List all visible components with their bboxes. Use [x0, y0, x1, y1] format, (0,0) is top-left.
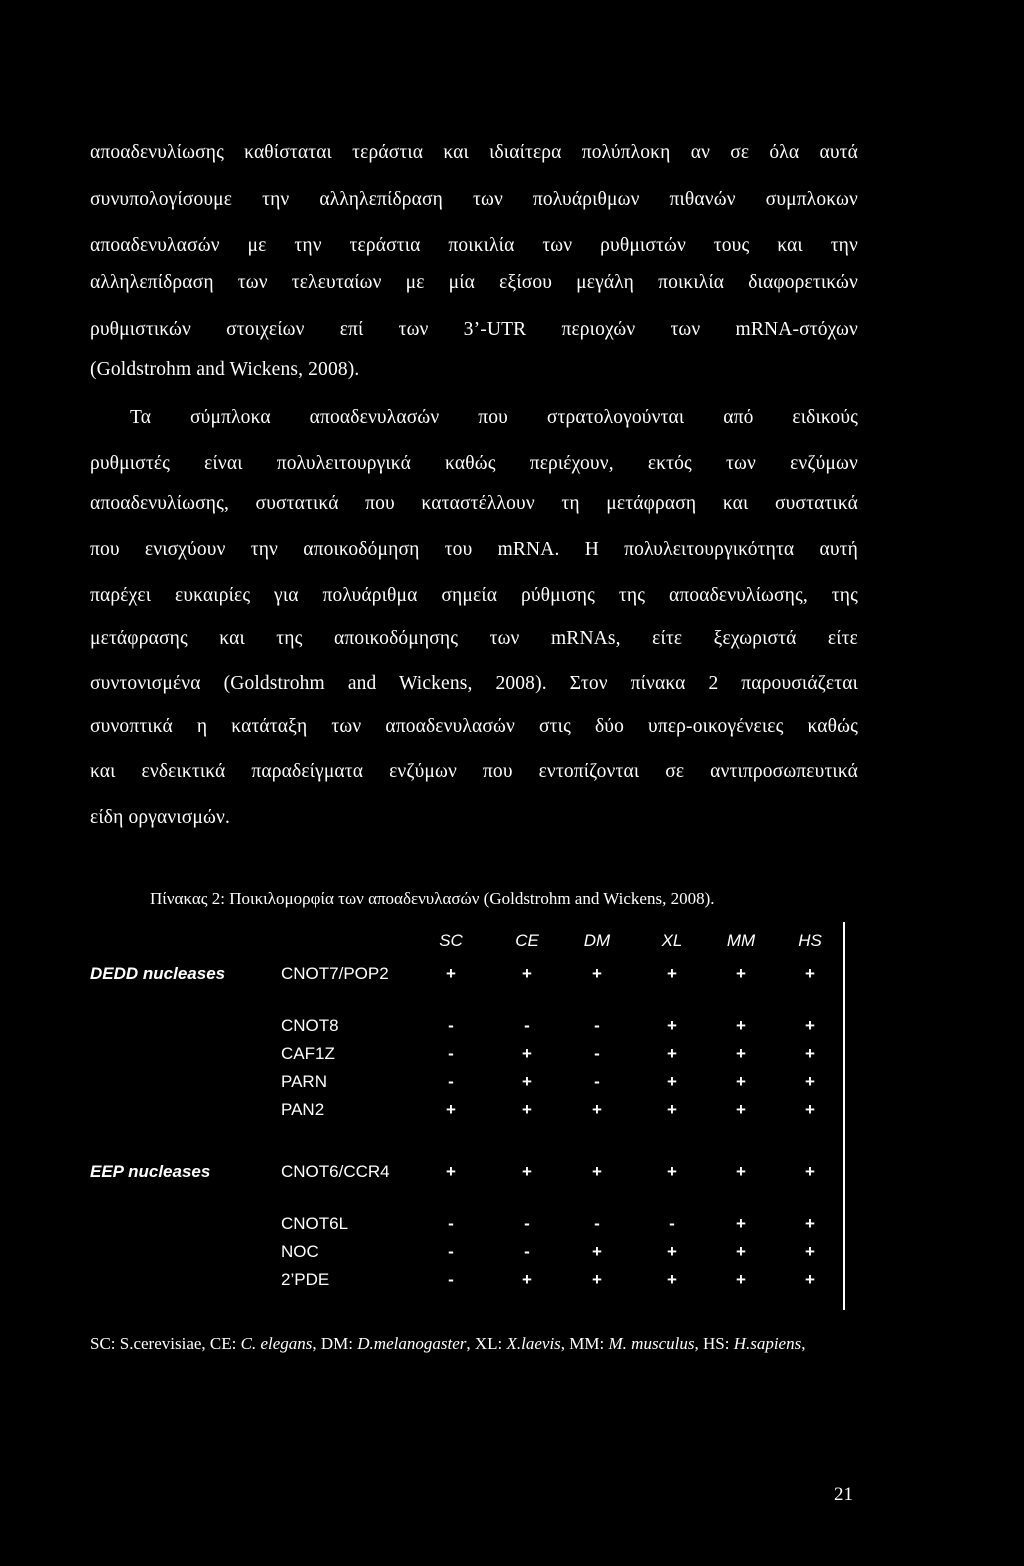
table-cell: + — [667, 1100, 677, 1119]
species-footnote — [90, 1333, 805, 1355]
paragraph-line: αποαδενυλίωσης, συστατικά που καταστέλλουν τη μετάφραση και συστατικά — [90, 493, 858, 514]
table-cell: + — [805, 1270, 815, 1289]
table-cell: - — [524, 1214, 530, 1233]
footnote-species: M. musculus — [608, 1334, 695, 1353]
table-cell: + — [736, 1270, 746, 1289]
footnote-species: X.laevis — [506, 1334, 561, 1353]
table-cell: + — [522, 1162, 532, 1181]
table-cell: + — [522, 1044, 532, 1063]
family-eep: EEP nucleases — [90, 1162, 211, 1181]
paragraph-line: Τα σύμπλοκα αποαδενυλασών που στρατολογούνται από ειδικούς — [130, 407, 858, 428]
table-cell: - — [594, 1072, 600, 1091]
enzyme-name: CAF1Z — [281, 1044, 335, 1063]
enzyme-name: PAN2 — [281, 1100, 325, 1119]
table-cell: + — [805, 1100, 815, 1119]
table-cell: + — [592, 1100, 602, 1119]
table-cell: + — [736, 1100, 746, 1119]
table-cell: + — [667, 1016, 677, 1035]
paragraph-line: αποαδενυλασών με την τεράστια ποικιλία των ρυθμιστών τους και την — [90, 235, 858, 256]
table-cell: + — [736, 1072, 746, 1091]
paragraph-line: και ενδεικτικά παραδείγματα ενζύμων που εντοπίζονται σε αντιπροσωπευτικά — [90, 761, 858, 782]
enzyme-name: PARN — [281, 1072, 327, 1091]
enzyme-name: CNOT7/POP2 — [281, 964, 389, 983]
footnote-text: , — [801, 1334, 806, 1353]
table-vertical-rule — [843, 922, 845, 1310]
table-cell: + — [805, 964, 815, 983]
table-cell: + — [667, 1072, 677, 1091]
table-cell: - — [524, 1242, 530, 1261]
column-header-mm: MM — [726, 931, 756, 950]
footnote-species: C. elegans — [240, 1334, 313, 1353]
paragraph-line: ρυθμιστικών στοιχείων επί των 3’-UTR περιοχών των mRNA-στόχων — [90, 319, 858, 340]
table-cell: - — [524, 1016, 530, 1035]
table-cell: - — [594, 1044, 600, 1063]
enzyme-name: CNOT6L — [281, 1214, 349, 1233]
paragraph-line: ρυθμιστές είναι πολυλειτουργικά καθώς περιέχουν, εκτός των ενζύμων — [90, 453, 858, 474]
footnote-text: SC: S.cerevisiae, CE: — [90, 1334, 241, 1353]
table-cell: + — [592, 1242, 602, 1261]
table-cell: + — [446, 1162, 456, 1181]
table-cell: - — [448, 1072, 454, 1091]
table-cell: - — [448, 1270, 454, 1289]
table-cell: + — [736, 1162, 746, 1181]
table-cell: + — [736, 1044, 746, 1063]
table-cell: + — [805, 1044, 815, 1063]
table-cell: + — [805, 1214, 815, 1233]
footnote-species: D.melanogaster — [357, 1334, 467, 1353]
table-caption-text: Ποικιλομορφία των αποαδενυλασών (Goldstrohm and Wickens, 2008). — [224, 889, 715, 908]
table-cell: + — [667, 1242, 677, 1261]
table-cell: - — [448, 1016, 454, 1035]
table-cell: - — [448, 1214, 454, 1233]
page-number: 21 — [834, 1484, 853, 1505]
paragraph-line: αποαδενυλίωσης καθίσταται τεράστια και ιδιαίτερα πολύπλοκη αν σε όλα αυτά — [90, 142, 858, 163]
paragraph-line: συνυπολογίσουμε την αλληλεπίδραση των πολυάριθμων πιθανών συμπλοκων — [90, 189, 858, 210]
table-cell: + — [522, 1270, 532, 1289]
table-cell: + — [805, 1072, 815, 1091]
enzyme-name: NOC — [281, 1242, 319, 1261]
enzyme-name: 2’PDE — [281, 1270, 330, 1289]
table-cell: + — [805, 1162, 815, 1181]
enzyme-name: CNOT6/CCR4 — [281, 1162, 390, 1181]
table-cell: - — [594, 1214, 600, 1233]
paragraph-line: (Goldstrohm and Wickens, 2008). — [90, 359, 360, 380]
column-header-sc: SC — [439, 931, 463, 950]
table-cell: + — [736, 1214, 746, 1233]
table-cell: + — [805, 1242, 815, 1261]
enzyme-name: CNOT8 — [281, 1016, 339, 1035]
paragraph-line: συνοπτικά η κατάταξη των αποαδενυλασών στις δύο υπερ-οικογένειες καθώς — [90, 716, 858, 737]
table-cell: + — [667, 1270, 677, 1289]
paragraph-line: είδη οργανισμών. — [90, 807, 230, 828]
table-cell: + — [592, 1270, 602, 1289]
table-cell: + — [446, 1100, 456, 1119]
table-cell: + — [805, 1016, 815, 1035]
table-cell: + — [667, 1044, 677, 1063]
paragraph-line: συντονισμένα (Goldstrohm and Wickens, 2008). Στον πίνακα 2 παρουσιάζεται — [90, 673, 858, 694]
table-cell: + — [522, 964, 532, 983]
footnote-species: H.sapiens — [733, 1334, 802, 1353]
table-cell: + — [446, 964, 456, 983]
table-cell: - — [669, 1214, 675, 1233]
table-cell: + — [522, 1100, 532, 1119]
table-cell: + — [592, 1162, 602, 1181]
column-header-ce: CE — [515, 931, 539, 950]
family-dedd: DEDD nucleases — [90, 964, 226, 983]
column-header-hs: HS — [798, 931, 822, 950]
footnote-text: , HS: — [694, 1334, 734, 1353]
paragraph-line: αλληλεπίδραση των τελευταίων με μία εξίσου μεγάλη ποικιλία διαφορετικών — [90, 272, 858, 293]
table-cell: + — [736, 964, 746, 983]
paragraph-line: μετάφρασης και της αποικοδόμησης των mRNAs, είτε ξεχωριστά είτε — [90, 628, 858, 649]
table-cell: + — [667, 964, 677, 983]
table-cell: + — [736, 1016, 746, 1035]
table-cell: + — [667, 1162, 677, 1181]
footnote-text: , MM: — [560, 1334, 609, 1353]
table-cell: + — [522, 1072, 532, 1091]
table-cell: - — [448, 1242, 454, 1261]
table-cell: - — [448, 1044, 454, 1063]
column-header-xl: XL — [661, 931, 683, 950]
table-cell: + — [736, 1242, 746, 1261]
column-header-dm: DM — [583, 931, 611, 950]
table-caption-label: Πίνακας 2: — [150, 889, 225, 908]
table-cell: + — [592, 964, 602, 983]
footnote-text: , XL: — [466, 1334, 507, 1353]
footnote-text: , DM: — [312, 1334, 358, 1353]
table-caption — [150, 888, 714, 910]
table-cell: - — [594, 1016, 600, 1035]
paragraph-line: παρέχει ευκαιρίες για πολυάριθμα σημεία ρύθμισης της αποαδενυλίωσης, της — [90, 585, 858, 606]
paragraph-line: που ενισχύουν την αποικοδόμηση του mRNA. Η πολυλειτουργικότητα αυτή — [90, 539, 858, 560]
